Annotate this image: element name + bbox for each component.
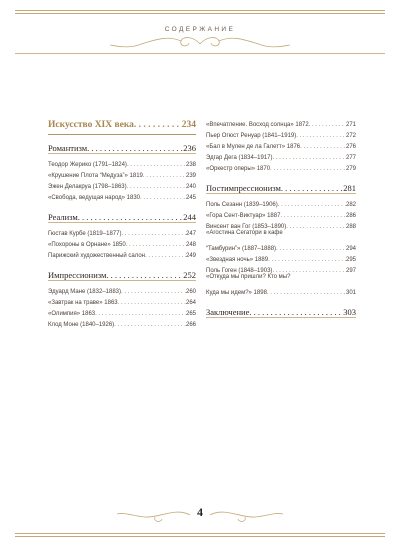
toc-entry[interactable] <box>48 157 196 168</box>
toc-entry[interactable] <box>48 306 196 317</box>
toc-entry-title: «Звездная ночь» 1889 <box>206 257 269 263</box>
part-divider <box>48 134 196 135</box>
toc-leader-dots <box>127 184 186 190</box>
toc-entry[interactable] <box>206 150 356 161</box>
toc-entry-title: Теодор Жерико (1791–1824) <box>48 162 127 168</box>
toc-entry-title: Эжен Делакруа (1798–1863) <box>48 184 127 190</box>
toc-section-title: Заключение <box>206 307 250 317</box>
toc-leader-dots <box>278 202 346 208</box>
toc-part-heading[interactable] <box>48 117 196 133</box>
toc-leader-dots <box>273 155 346 161</box>
toc-entry[interactable] <box>206 219 356 230</box>
toc-leader-dots <box>126 242 186 248</box>
toc-entry-title: «Свобода, ведущая народ» 1830 <box>48 195 141 201</box>
toc-entry-title: «Оркестр оперы» 1870 <box>206 166 271 172</box>
bottom-border-line <box>15 536 385 537</box>
toc-section[interactable] <box>48 207 196 222</box>
toc-entry[interactable] <box>48 168 196 179</box>
toc-entry[interactable] <box>206 241 356 252</box>
toc-left-column <box>48 117 196 328</box>
toc-leader-dots <box>286 224 346 230</box>
toc-entry[interactable] <box>206 263 356 274</box>
toc-entry-title: «Олимпия» 1863 <box>48 311 96 317</box>
toc-leader-dots <box>121 289 186 295</box>
toc-leader-dots <box>276 246 346 252</box>
toc-section[interactable] <box>48 265 196 280</box>
toc-entry-title: Эдгар Дега (1834–1917) <box>206 155 273 161</box>
toc-leader-dots <box>134 120 182 130</box>
toc-leader-dots <box>106 270 183 280</box>
toc-entry-page: 271 <box>345 122 356 128</box>
toc-entry-title: «Впечатление. Восход солнца» 1872 <box>206 122 309 128</box>
toc-section-page: 244 <box>183 212 196 222</box>
toc-entry-page: 264 <box>185 300 196 306</box>
toc-entry[interactable] <box>48 237 196 248</box>
toc-leader-dots <box>121 231 186 237</box>
toc-part-page: 234 <box>181 120 196 130</box>
toc-leader-dots <box>140 195 186 201</box>
toc-entry[interactable] <box>206 208 356 219</box>
toc-entry-title: «Похороны в Орнане» 1850 <box>48 242 126 248</box>
toc-entry-title: “Тамбурин”» (1887–1888) <box>206 246 277 252</box>
toc-entry-title: Парижский художественный салон <box>48 253 145 259</box>
toc-leader-dots <box>270 166 346 172</box>
toc-leader-dots <box>280 213 346 219</box>
page-header-title: СОДЕРЖАНИЕ <box>164 26 236 33</box>
toc-section[interactable] <box>48 138 196 153</box>
toc-leader-dots <box>143 173 186 179</box>
toc-section-page: 236 <box>183 143 196 153</box>
toc-entry-page: 245 <box>185 195 196 201</box>
toc-entry-page: 294 <box>345 246 356 252</box>
toc-entry-title: Пьер Огюст Ренуар (1841–1919) <box>206 133 297 139</box>
toc-entry-page: 238 <box>185 162 196 168</box>
toc-section[interactable] <box>206 302 356 317</box>
toc-entry-title: Клод Моне (1840–1926) <box>48 322 115 328</box>
toc-section-title: Реализм <box>48 212 78 222</box>
toc-entry[interactable] <box>206 128 356 139</box>
toc-leader-dots <box>281 183 343 193</box>
toc-entry[interactable] <box>48 284 196 295</box>
toc-entry-title: «Откуда мы пришли? Кто мы? <box>206 274 291 280</box>
toc-entry[interactable] <box>206 161 356 172</box>
toc-section-title: Импрессионизм <box>48 270 107 280</box>
toc-section[interactable] <box>206 178 356 193</box>
toc-leader-dots <box>87 143 183 153</box>
toc-entry-page: 248 <box>185 242 196 248</box>
section-divider <box>48 222 196 223</box>
toc-entry-title: Поль Сезанн (1839–1906) <box>206 202 278 208</box>
toc-entry-page: 247 <box>185 231 196 237</box>
header-ornament-icon <box>95 30 305 52</box>
page-number: 4 <box>197 505 203 519</box>
toc-entry-page: 279 <box>345 166 356 172</box>
toc-entry[interactable] <box>206 285 356 296</box>
toc-entry-page: 260 <box>185 289 196 295</box>
toc-entry-page: 276 <box>345 144 356 150</box>
section-divider <box>206 193 356 194</box>
toc-leader-dots <box>300 144 346 150</box>
toc-leader-dots <box>296 133 346 139</box>
toc-entry[interactable] <box>48 295 196 306</box>
toc-section-title: Постимпрессионизм <box>206 183 281 193</box>
toc-entry-page: 277 <box>345 155 356 161</box>
toc-section-page: 303 <box>343 307 356 317</box>
toc-entry-page: 286 <box>345 213 356 219</box>
section-divider <box>48 153 196 154</box>
bottom-border-line <box>15 533 385 534</box>
toc-entry-title: Гюстав Курбе (1819–1877) <box>48 231 122 237</box>
toc-entry[interactable] <box>48 179 196 190</box>
toc-entry-title: «Гора Сент-Виктуар» 1887 <box>206 213 281 219</box>
toc-entry-page: 288 <box>345 224 356 230</box>
toc-entry[interactable] <box>48 190 196 201</box>
toc-leader-dots <box>145 253 186 259</box>
toc-entry-title: «Бал в Мулен де ла Галетт» 1876 <box>206 144 301 150</box>
toc-entry-title: «Завтрак на траве» 1863 <box>48 300 118 306</box>
toc-entry-line[interactable] <box>206 230 356 241</box>
toc-leader-dots <box>127 162 186 168</box>
toc-entry[interactable] <box>206 197 356 208</box>
toc-entry-title: Винсент ван Гог (1853–1890) <box>206 224 287 230</box>
toc-part-title: Искусство XIX века <box>48 120 134 130</box>
toc-entry-title: Поль Гоген (1848–1903) <box>206 268 273 274</box>
toc-leader-dots <box>249 307 343 317</box>
header-divider <box>15 53 385 54</box>
toc-leader-dots <box>267 290 346 296</box>
toc-entry[interactable] <box>206 139 356 150</box>
top-border-line <box>15 10 385 11</box>
toc-entry[interactable] <box>206 252 356 263</box>
section-divider <box>206 317 356 318</box>
toc-entry[interactable] <box>206 117 356 128</box>
toc-entry-page: 239 <box>185 173 196 179</box>
toc-entry[interactable] <box>48 226 196 237</box>
toc-entry-title: «Крушение Плота “Медуза”» 1819 <box>48 173 143 179</box>
toc-entry-page: 301 <box>345 290 356 296</box>
toc-section-page: 281 <box>343 183 356 193</box>
toc-leader-dots <box>268 257 346 263</box>
toc-entry-page: 265 <box>185 311 196 317</box>
toc-entry-page: 240 <box>185 184 196 190</box>
toc-section-page: 252 <box>183 270 196 280</box>
toc-right-column <box>206 117 356 321</box>
toc-leader-dots <box>78 212 184 222</box>
toc-entry-line[interactable] <box>206 274 356 285</box>
toc-leader-dots <box>95 311 186 317</box>
toc-entry-page: 249 <box>185 253 196 259</box>
toc-section-title: Романтизм <box>48 143 88 153</box>
toc-entry-page: 297 <box>345 268 356 274</box>
toc-entry-page: 282 <box>345 202 356 208</box>
toc-entry-title: «Агостина Сегатори в кафе <box>206 230 283 236</box>
toc-entry-page: 266 <box>185 322 196 328</box>
section-divider <box>48 280 196 281</box>
toc-leader-dots <box>114 322 186 328</box>
toc-entry-title: Эдуард Мане (1832–1883) <box>48 289 121 295</box>
toc-entry-page: 295 <box>345 257 356 263</box>
toc-leader-dots <box>309 122 346 128</box>
toc-leader-dots <box>118 300 186 306</box>
toc-entry-title: Куда мы идем?» 1898 <box>206 290 267 296</box>
toc-entry-page: 272 <box>345 133 356 139</box>
top-border-line <box>15 13 385 14</box>
toc-entry[interactable] <box>48 248 196 259</box>
toc-entry[interactable] <box>48 317 196 328</box>
